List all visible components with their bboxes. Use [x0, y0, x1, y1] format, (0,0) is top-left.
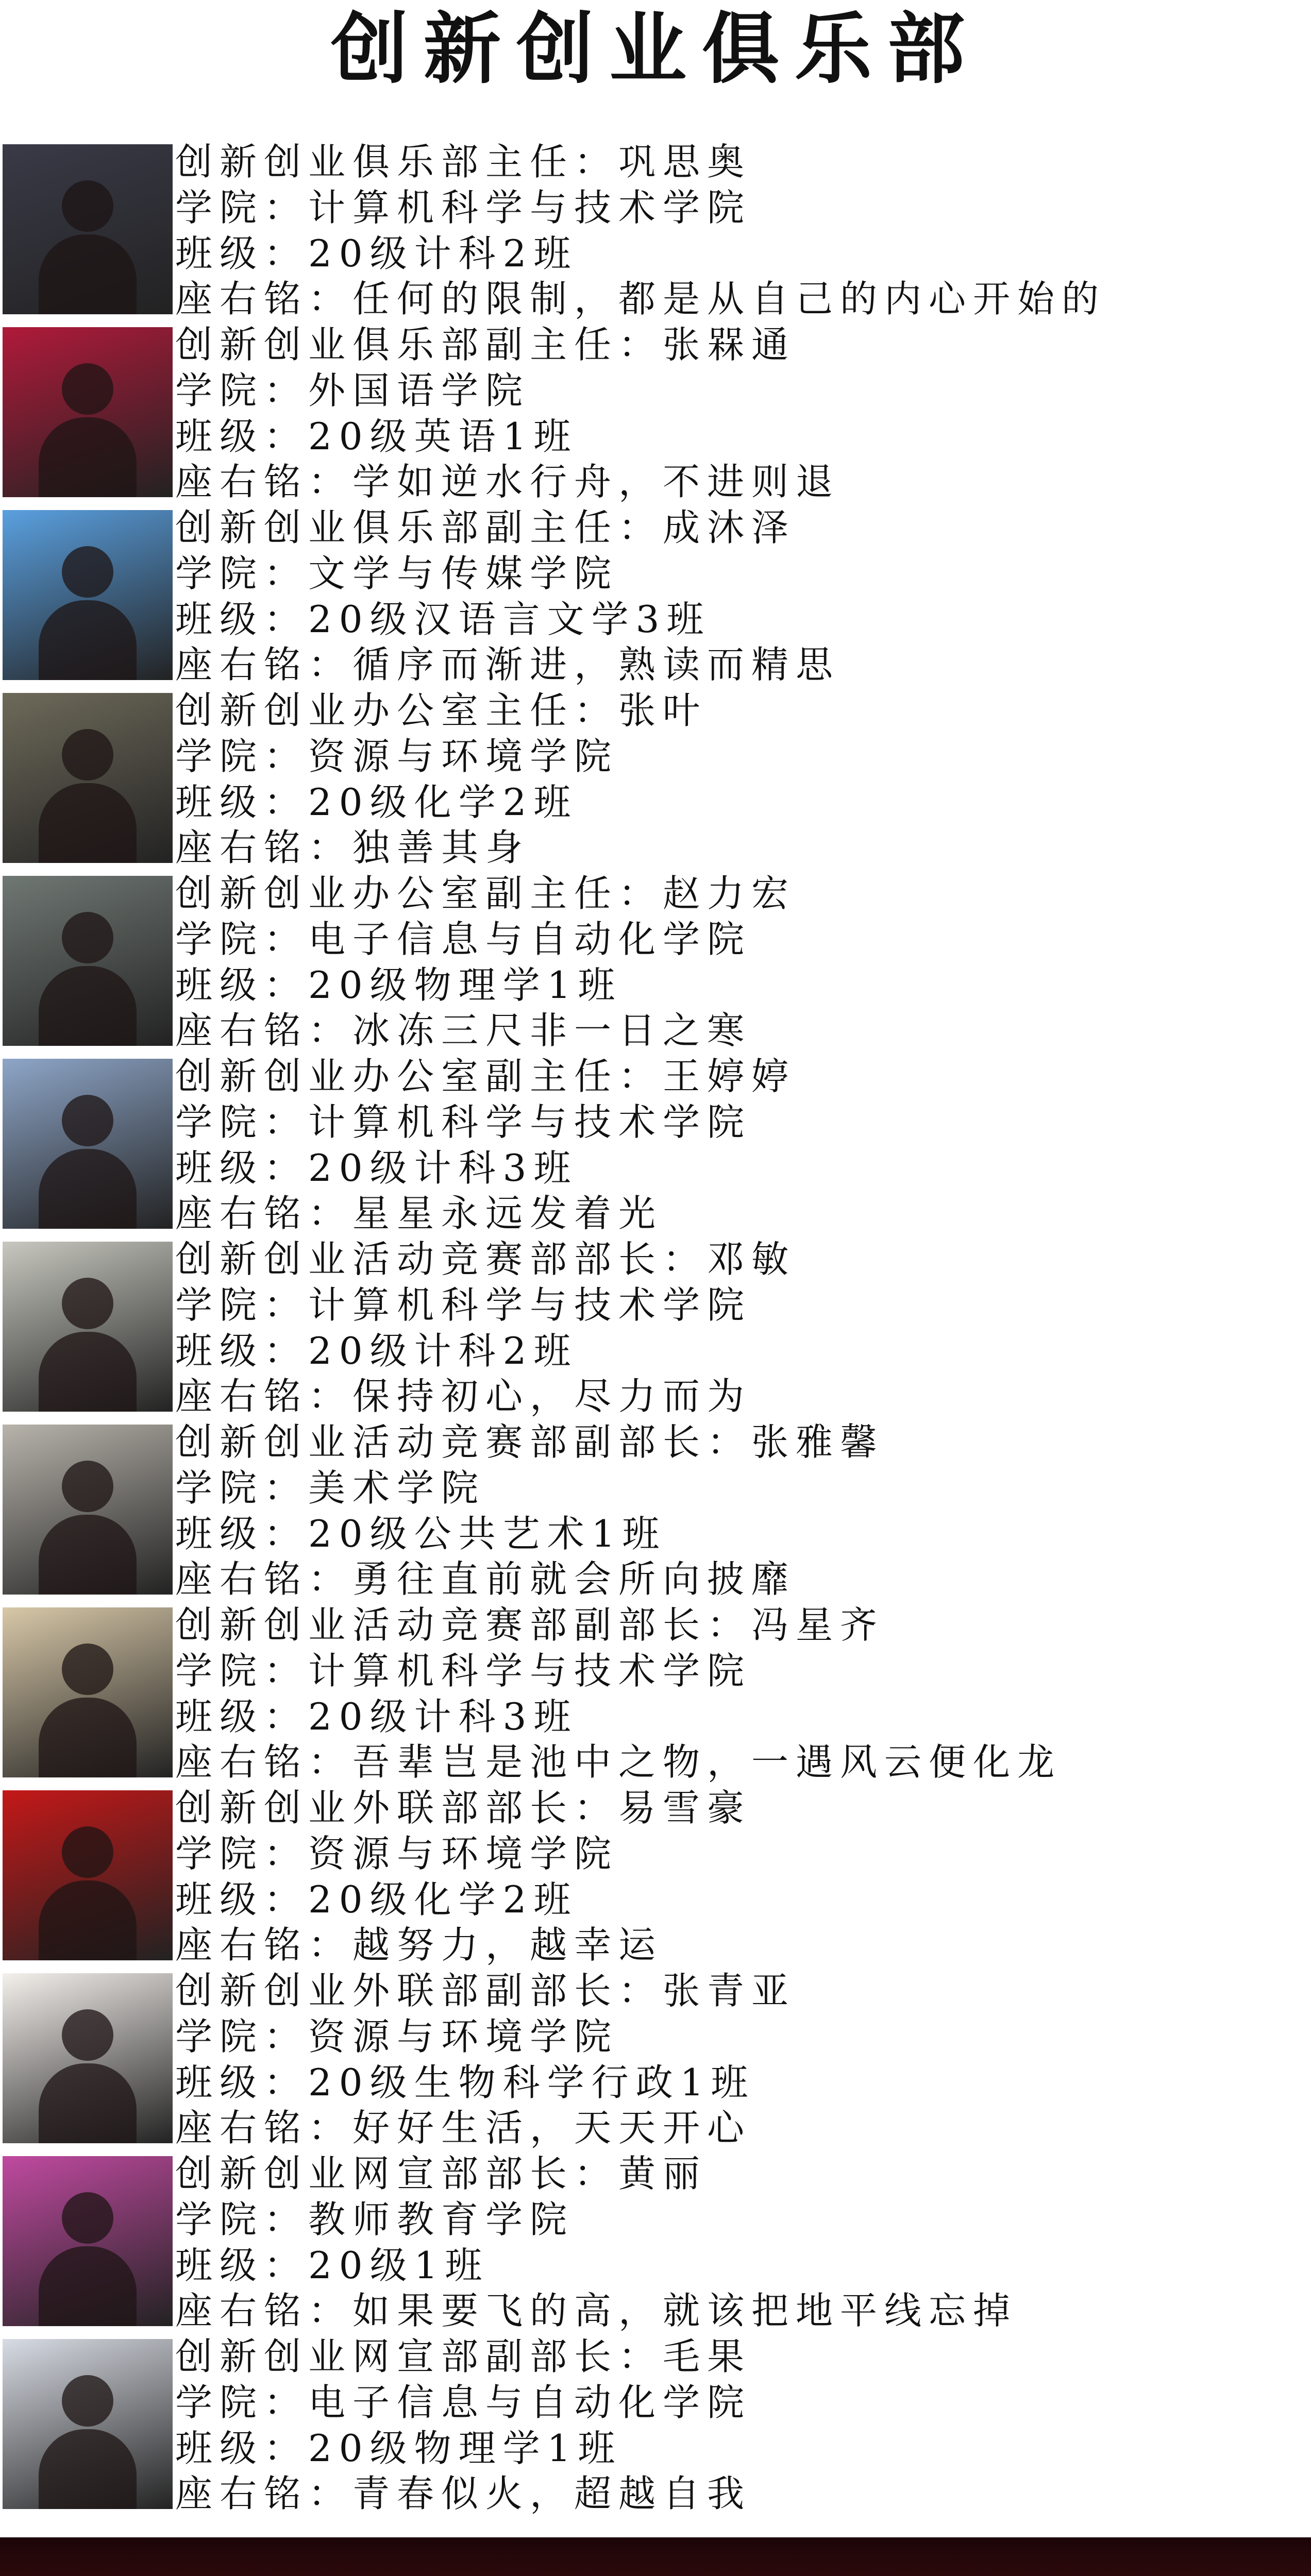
member-card	[0, 1419, 1311, 1602]
person-body	[39, 2063, 137, 2143]
person-body	[39, 600, 137, 680]
member-info-line: 座右铭：越努力，越幸运	[175, 1923, 663, 1967]
member-info-line: 座右铭：冰冻三尺非一日之寒	[175, 1009, 752, 1053]
member-photo	[3, 693, 173, 863]
member-card	[0, 1054, 1311, 1236]
member-info-line: 创新创业俱乐部主任：巩思奥	[175, 140, 752, 183]
person-body	[39, 417, 137, 497]
person-silhouette	[62, 2375, 113, 2427]
member-card	[0, 505, 1311, 688]
member-photo	[3, 876, 173, 1046]
member-info	[175, 139, 1106, 322]
member-info-line: 班级：20级计科3班	[175, 1694, 578, 1738]
member-photo	[3, 2339, 173, 2509]
member-info-line: 座右铭：学如逆水行舟，不进则退	[175, 460, 841, 504]
member-info-line: 创新创业活动竞赛部副部长：张雅馨	[175, 1420, 885, 1464]
member-info-line: 创新创业俱乐部副主任：成沐泽	[175, 506, 796, 549]
member-info-line: 座右铭：吾辈岂是池中之物，一遇风云便化龙	[175, 1740, 1062, 1784]
person-silhouette	[62, 546, 113, 598]
person-silhouette	[62, 180, 113, 232]
member-info	[175, 1968, 796, 2151]
member-info-line: 班级：20级生物科学行政1班	[175, 2060, 755, 2104]
member-info-line: 座右铭：保持初心，尽力而为	[175, 1375, 752, 1418]
member-info-line: 创新创业外联部副部长：张青亚	[175, 1969, 796, 2012]
member-info-line: 学院：美术学院	[175, 1466, 486, 1510]
member-info-line: 班级：20级英语1班	[175, 414, 578, 458]
member-info-line: 学院：电子信息与自动化学院	[175, 2380, 752, 2424]
member-card	[0, 2151, 1311, 2334]
event-banner	[0, 2537, 1311, 2576]
member-card	[0, 139, 1311, 322]
member-info-line: 创新创业外联部部长：易雪豪	[175, 1786, 752, 1829]
member-info-line: 座右铭：青春似火，超越自我	[175, 2472, 752, 2516]
member-photo	[3, 510, 173, 680]
member-photo	[3, 327, 173, 497]
member-info-line: 座右铭：如果要飞的高，就该把地平线忘掉	[175, 2289, 1018, 2333]
member-list	[0, 139, 1311, 2517]
member-info-line: 学院：文学与传媒学院	[175, 551, 619, 595]
person-silhouette	[62, 1461, 113, 1512]
member-info-line: 座右铭：循序而渐进，熟读而精思	[175, 643, 841, 687]
person-silhouette	[62, 2192, 113, 2244]
person-silhouette	[62, 1643, 113, 1695]
member-photo	[3, 1790, 173, 1960]
member-photo	[3, 1425, 173, 1595]
member-info-line: 座右铭：任何的限制，都是从自己的内心开始的	[175, 277, 1106, 321]
member-info	[175, 1236, 796, 1419]
member-info-line: 班级：20级汉语言文学3班	[175, 597, 711, 641]
member-info-line: 创新创业活动竞赛部副部长：冯星齐	[175, 1603, 885, 1647]
person-body	[39, 2429, 137, 2509]
person-body	[39, 2246, 137, 2326]
member-photo	[3, 1607, 173, 1777]
person-silhouette	[62, 729, 113, 781]
member-info-line: 创新创业网宣部副部长：毛果	[175, 2335, 752, 2378]
person-silhouette	[62, 1826, 113, 1878]
event-banner-text	[0, 2558, 1311, 2576]
member-info-line: 班级：20级计科2班	[175, 1329, 578, 1372]
member-info	[175, 505, 840, 688]
member-info	[175, 1419, 884, 1602]
person-body	[39, 1149, 137, 1229]
member-photo	[3, 1059, 173, 1229]
person-body	[39, 1515, 137, 1595]
member-info	[175, 1602, 1062, 1785]
member-info-line: 班级：20级化学2班	[175, 1877, 578, 1921]
member-info	[175, 1785, 751, 1968]
person-silhouette	[62, 1095, 113, 1146]
person-body	[39, 966, 137, 1046]
member-card	[0, 2334, 1311, 2517]
member-info-line: 座右铭：独善其身	[175, 826, 530, 870]
person-silhouette	[62, 2009, 113, 2061]
member-info-line: 学院：资源与环境学院	[175, 734, 619, 778]
member-card	[0, 322, 1311, 505]
member-info-line: 班级：20级公共艺术1班	[175, 1512, 667, 1555]
member-info-line: 座右铭：好好生活，天天开心	[175, 2106, 752, 2150]
person-silhouette	[62, 363, 113, 415]
person-silhouette	[62, 912, 113, 963]
member-info-line: 班级：20级化学2班	[175, 780, 578, 824]
member-info-line: 创新创业办公室主任：张叶	[175, 689, 708, 732]
member-info-line: 班级：20级物理学1班	[175, 963, 623, 1007]
person-body	[39, 783, 137, 863]
person-silhouette	[62, 1278, 113, 1329]
member-info-line: 学院：电子信息与自动化学院	[175, 917, 752, 961]
member-info-line: 学院：外国语学院	[175, 368, 530, 412]
member-info-line: 班级：20级物理学1班	[175, 2426, 623, 2470]
member-info-line: 学院：资源与环境学院	[175, 2014, 619, 2058]
member-card	[0, 871, 1311, 1054]
member-info-line: 创新创业俱乐部副主任：张槑通	[175, 323, 796, 366]
member-info-line: 学院：计算机科学与技术学院	[175, 1649, 752, 1692]
person-body	[39, 1880, 137, 1960]
event-photo	[0, 2537, 1311, 2576]
member-info	[175, 1054, 796, 1236]
member-card	[0, 1602, 1311, 1785]
member-info	[175, 688, 707, 871]
member-card	[0, 1968, 1311, 2151]
page-title: 创新创业俱乐部	[330, 4, 980, 94]
member-photo	[3, 1242, 173, 1412]
member-info-line: 创新创业网宣部部长：黄丽	[175, 2152, 708, 2195]
member-photo	[3, 1973, 173, 2143]
member-info-line: 座右铭：星星永远发着光	[175, 1192, 663, 1235]
member-info-line: 学院：教师教育学院	[175, 2197, 575, 2241]
member-info-line: 创新创业办公室副主任：王婷婷	[175, 1055, 796, 1098]
member-info-line: 学院：计算机科学与技术学院	[175, 185, 752, 229]
member-info-line: 学院：计算机科学与技术学院	[175, 1283, 752, 1327]
member-card	[0, 1236, 1311, 1419]
member-info-line: 创新创业办公室副主任：赵力宏	[175, 872, 796, 915]
member-photo	[3, 2156, 173, 2326]
member-info-line: 学院：资源与环境学院	[175, 1832, 619, 1875]
member-info	[175, 871, 796, 1054]
member-info-line: 班级：20级计科2班	[175, 231, 578, 275]
member-info-line: 班级：20级1班	[175, 2243, 490, 2287]
person-body	[39, 234, 137, 314]
member-info	[175, 322, 840, 505]
member-photo	[3, 144, 173, 314]
member-info-line: 学院：计算机科学与技术学院	[175, 1100, 752, 1144]
member-card	[0, 688, 1311, 871]
member-info-line: 创新创业活动竞赛部部长：邓敏	[175, 1238, 796, 1281]
member-info-line: 座右铭：勇往直前就会所向披靡	[175, 1557, 796, 1601]
member-card	[0, 1785, 1311, 1968]
member-info-line: 班级：20级计科3班	[175, 1146, 578, 1190]
member-info	[175, 2334, 751, 2517]
member-info	[175, 2151, 1017, 2334]
person-body	[39, 1332, 137, 1412]
person-body	[39, 1698, 137, 1777]
